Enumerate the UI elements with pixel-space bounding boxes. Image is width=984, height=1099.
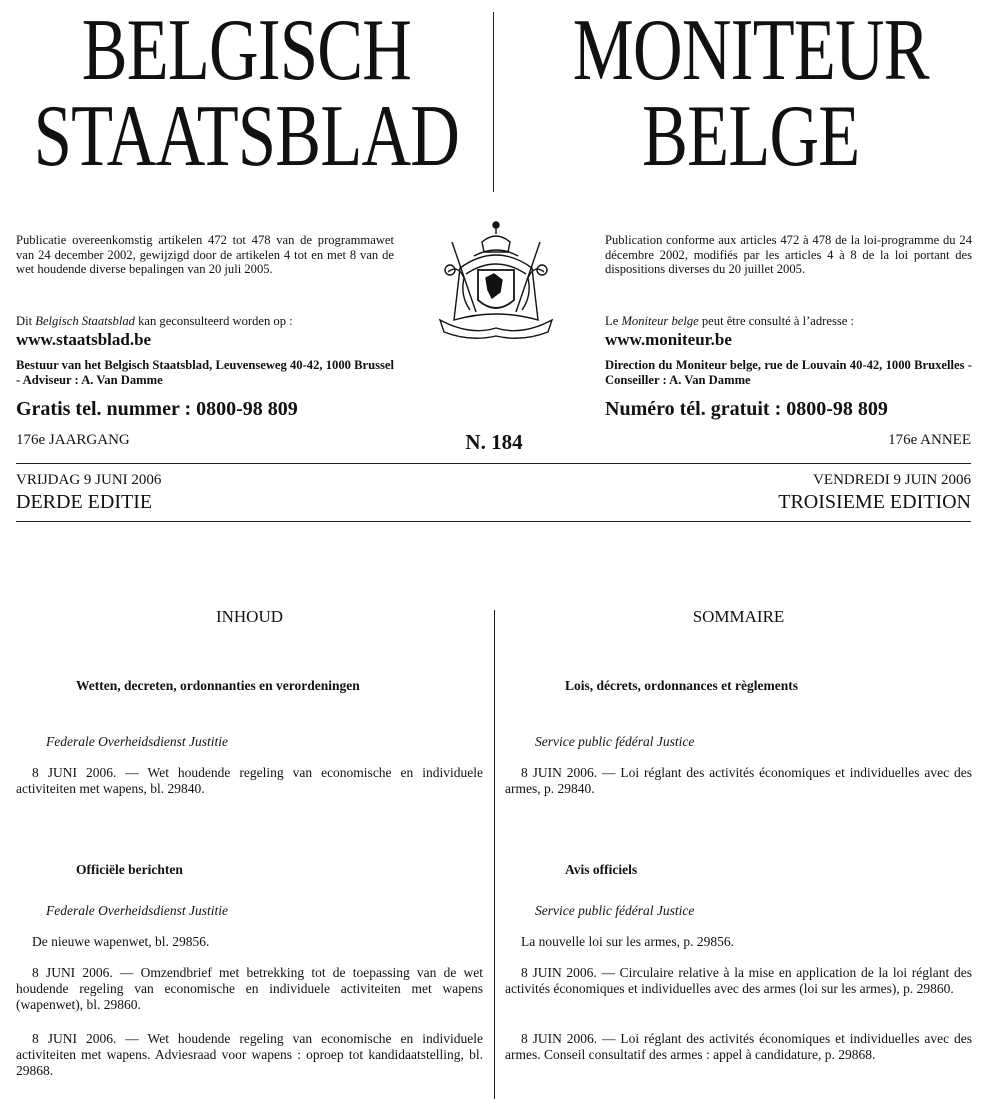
year-volume-nl: 176e JAARGANG: [16, 432, 130, 448]
consult-note-nl: [16, 314, 394, 329]
masthead-fr-line2: BELGE: [642, 88, 860, 185]
publication-note-fr: Publication conforme aux articles 472 à 478 de la loi-programme du 24 décembre 2002, modifiés par les articles 4 à 8 de la loi portant des dispositions diverses du 20 juillet 2005.: [605, 233, 972, 276]
year-volume-fr: 176e ANNEE: [888, 432, 971, 448]
section2-heading-fr: Avis officiels: [565, 862, 638, 877]
section1-heading-fr: Lois, décrets, ordonnances et règlements: [565, 678, 798, 693]
section1-dept-nl: Federale Overheidsdienst Justitie: [46, 734, 228, 749]
masthead-nl-line2: STAATSBLAD: [33, 88, 460, 185]
consult-fr-title: Moniteur belge: [621, 314, 699, 328]
masthead-fr-line1: MONITEUR: [572, 2, 929, 99]
contents-divider: [494, 610, 495, 1099]
entry-29868-nl[interactable]: 8 JUNI 2006. — Wet houdende regeling van economische en individuele activiteiten met wapens. Adviesraad voor wapens : oproep tot kandidaatstelling, bl. 29868.: [16, 1031, 483, 1078]
website-link-nl[interactable]: www.staatsblad.be: [16, 330, 152, 349]
publication-note-nl: Publicatie overeenkomstig artikelen 472 tot 478 van de programmawet van 24 december 2002, gewijzigd door de artikelen 4 tot en met 8 van de wet houdende diverse bepalingen van 20 juli 2005.: [16, 233, 394, 276]
date-nl: VRIJDAG 9 JUNI 2006: [16, 472, 162, 488]
consult-nl-title: Belgisch Staatsblad: [35, 314, 135, 328]
consult-fr-post: peut être consulté à l’adresse :: [698, 314, 854, 328]
date-band-top-rule: [16, 463, 971, 464]
belgian-coat-of-arms-icon: [430, 212, 562, 342]
date-fr: VENDREDI 9 JUIN 2006: [813, 472, 971, 488]
entry-29840-nl[interactable]: 8 JUNI 2006. — Wet houdende regeling van economische en individuele activiteiten met wapens, bl. 29840.: [16, 765, 483, 796]
masthead-nl-line1: BELGISCH: [81, 2, 412, 99]
entry-29860-nl[interactable]: 8 JUNI 2006. — Omzendbrief met betrekking tot de toepassing van de wet houdende regeling van economische en individuele activiteiten met wapens (wapenwet), bl. 29860.: [16, 965, 483, 1012]
section2-dept-fr: Service public fédéral Justice: [535, 903, 695, 918]
phone-number-fr: Numéro tél. gratuit : 0800-98 809: [605, 398, 888, 420]
section1-dept-fr: Service public fédéral Justice: [535, 734, 695, 749]
address-nl: Bestuur van het Belgisch Staatsblad, Leuvenseweg 40-42, 1000 Brussel - Adviseur : A. Van Damme: [16, 358, 394, 387]
edition-fr: TROISIEME EDITION: [778, 491, 971, 513]
consult-note-fr: [605, 314, 972, 329]
entry-29840-fr[interactable]: 8 JUIN 2006. — Loi réglant des activités économiques et individuelles avec des armes, p. 29840.: [505, 765, 972, 796]
contents-title-nl: INHOUD: [215, 607, 284, 626]
entry-29868-fr[interactable]: 8 JUIN 2006. — Loi réglant des activités économiques et individuelles avec des armes. Conseil consultatif des armes : appel à candidature, p. 29868.: [505, 1031, 972, 1062]
edition-nl: DERDE EDITIE: [16, 491, 153, 513]
consult-nl-post: kan geconsulteerd worden op :: [134, 314, 293, 328]
masthead-divider: [493, 12, 494, 192]
masthead-dutch: [28, 2, 465, 185]
section2-heading-nl: Officiële berichten: [76, 862, 183, 877]
address-fr: Direction du Moniteur belge, rue de Louvain 40-42, 1000 Bruxelles - Conseiller : A. Van Damme: [605, 358, 972, 387]
consult-nl-pre: Dit: [16, 314, 36, 328]
website-link-fr[interactable]: www.moniteur.be: [605, 330, 732, 349]
phone-number-nl: Gratis tel. nummer : 0800-98 809: [16, 398, 298, 420]
issue-number: N. 184: [465, 430, 523, 454]
entry-29856-nl[interactable]: De nieuwe wapenwet, bl. 29856.: [32, 934, 210, 949]
section2-dept-nl: Federale Overheidsdienst Justitie: [46, 903, 228, 918]
section1-heading-nl: Wetten, decreten, ordonnanties en verordeningen: [76, 678, 360, 693]
date-band-bottom-rule: [16, 521, 971, 522]
entry-29856-fr[interactable]: La nouvelle loi sur les armes, p. 29856.: [521, 934, 734, 949]
masthead-french: [548, 2, 954, 185]
contents-title-fr: SOMMAIRE: [692, 607, 785, 626]
consult-fr-pre: Le: [605, 314, 622, 328]
entry-29860-fr[interactable]: 8 JUIN 2006. — Circulaire relative à la mise en application de la loi réglant des activités économiques et individuelles avec des armes (loi sur les armes), p. 29860.: [505, 965, 972, 996]
